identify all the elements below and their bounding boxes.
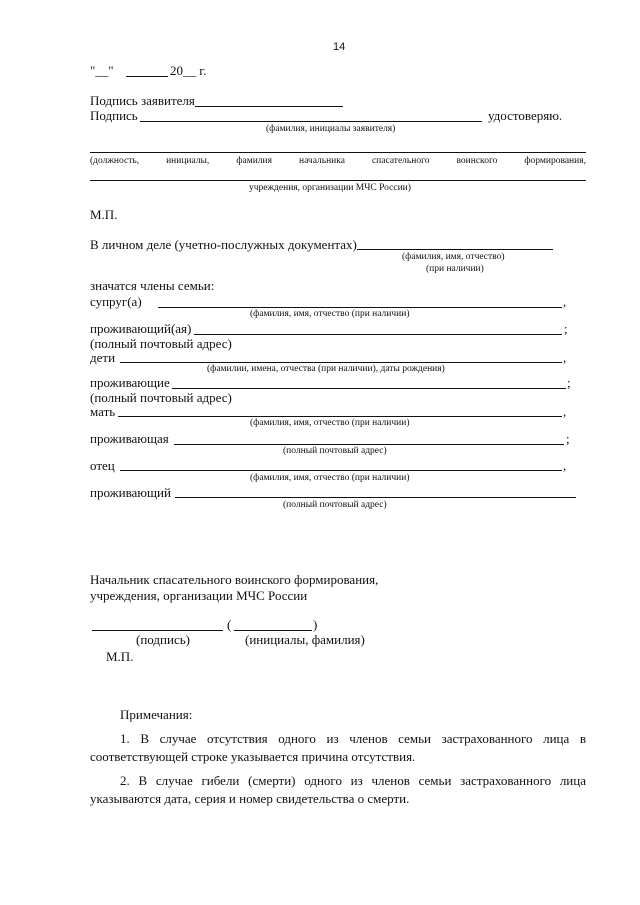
applicant-name-field[interactable] <box>140 121 482 122</box>
date-quote: "__" <box>90 63 114 78</box>
children-address-field[interactable] <box>172 388 566 389</box>
father-comma: , <box>563 458 567 473</box>
head-signature-field[interactable] <box>92 630 223 631</box>
caption-word: спасательного <box>371 156 430 166</box>
children-semicolon: ; <box>567 375 571 390</box>
applicant-signature-label: Подпись заявителя <box>90 93 195 108</box>
head-title-line2: учреждения, организации МЧС России <box>90 588 308 603</box>
mother-comma: , <box>563 404 567 419</box>
caption-mother-address: (полный почтовый адрес) <box>283 446 387 456</box>
spouse-comma: , <box>563 294 567 309</box>
caption-word: начальника <box>299 156 345 166</box>
bracket-close: ) <box>313 617 318 632</box>
mother-address-field[interactable] <box>174 444 564 445</box>
head-initials-field[interactable] <box>234 630 312 631</box>
head-position-field[interactable] <box>90 152 586 153</box>
caption-father-address: (полный почтовый адрес) <box>283 500 387 510</box>
children-residing-label: проживающие <box>90 375 170 390</box>
mother-label: мать <box>90 404 116 419</box>
caption-word: (должность, <box>90 156 140 166</box>
certify-text: удостоверяю. <box>488 108 563 123</box>
spouse-semicolon: ; <box>564 321 568 336</box>
note-2: 2. В случае гибели (смерти) одного из членов семьи застрахованного лица указываются дата, серия и номер свидетельства о смерти. <box>90 773 586 806</box>
caption-initials-surname: (инициалы, фамилия) <box>245 632 365 647</box>
spouse-name-field[interactable] <box>158 307 562 308</box>
caption-if-any: (при наличии) <box>426 264 484 274</box>
father-name-field[interactable] <box>120 470 562 471</box>
caption-institution: учреждения, организации МЧС России) <box>249 183 411 193</box>
father-label: отец <box>90 458 115 473</box>
children-label: дети <box>90 350 116 365</box>
employee-name-field[interactable] <box>357 249 553 250</box>
caption-spouse-name: (фамилия, имя, отчество (при наличии) <box>250 309 410 319</box>
stamp-label-2: М.П. <box>106 649 134 664</box>
date-month-field[interactable] <box>126 76 168 77</box>
caption-applicant-name: (фамилия, инициалы заявителя) <box>266 124 396 134</box>
head-title-line1: Начальник спасательного воинского формирования, <box>90 572 379 587</box>
caption-children: (фамилии, имена, отчества (при наличии), даты рождения) <box>207 364 445 374</box>
caption-mother-name: (фамилия, имя, отчество (при наличии) <box>250 418 410 428</box>
note-1: 1. В случае отсутствия одного из членов семьи застрахованного лица в соответствующей строке указывается причина отсутствия. <box>90 731 586 764</box>
spouse-address-label: (полный почтовый адрес) <box>90 336 232 351</box>
page-number: 14 <box>333 41 346 53</box>
mother-residing-label: проживающая <box>90 431 169 446</box>
caption-word: формирования, <box>524 156 586 166</box>
signature-label: Подпись <box>90 108 138 123</box>
spouse-label: супруг(а) <box>90 294 142 309</box>
caption-father-name: (фамилия, имя, отчество (при наличии) <box>250 473 410 483</box>
caption-word: инициалы, <box>166 156 210 166</box>
date-year: 20__ г. <box>170 63 207 78</box>
mother-name-field[interactable] <box>118 416 562 417</box>
caption-word: фамилия <box>236 156 272 166</box>
father-residing-label: проживающий <box>90 485 171 500</box>
children-names-field[interactable] <box>120 362 562 363</box>
bracket-open: ( <box>227 617 232 632</box>
stamp-label: М.П. <box>90 207 118 222</box>
children-address-label: (полный почтовый адрес) <box>90 390 232 405</box>
spouse-residing-label: проживающий(ая) <box>90 321 192 336</box>
father-address-field[interactable] <box>175 497 576 498</box>
caption-full-name: (фамилия, имя, отчество) <box>402 252 505 262</box>
children-comma: , <box>563 350 567 365</box>
head-position-field-2[interactable] <box>90 180 586 181</box>
notes-title: Примечания: <box>120 707 193 722</box>
caption-signature: (подпись) <box>136 632 190 647</box>
mother-semicolon: ; <box>566 431 570 446</box>
family-members-label: значатся члены семьи: <box>90 278 215 293</box>
caption-word: воинского <box>456 156 498 166</box>
spouse-address-field[interactable] <box>194 334 562 335</box>
position-caption <box>90 156 586 167</box>
personal-file-label: В личном деле (учетно-послужных документах) <box>90 237 357 252</box>
applicant-signature-field[interactable] <box>195 106 343 107</box>
